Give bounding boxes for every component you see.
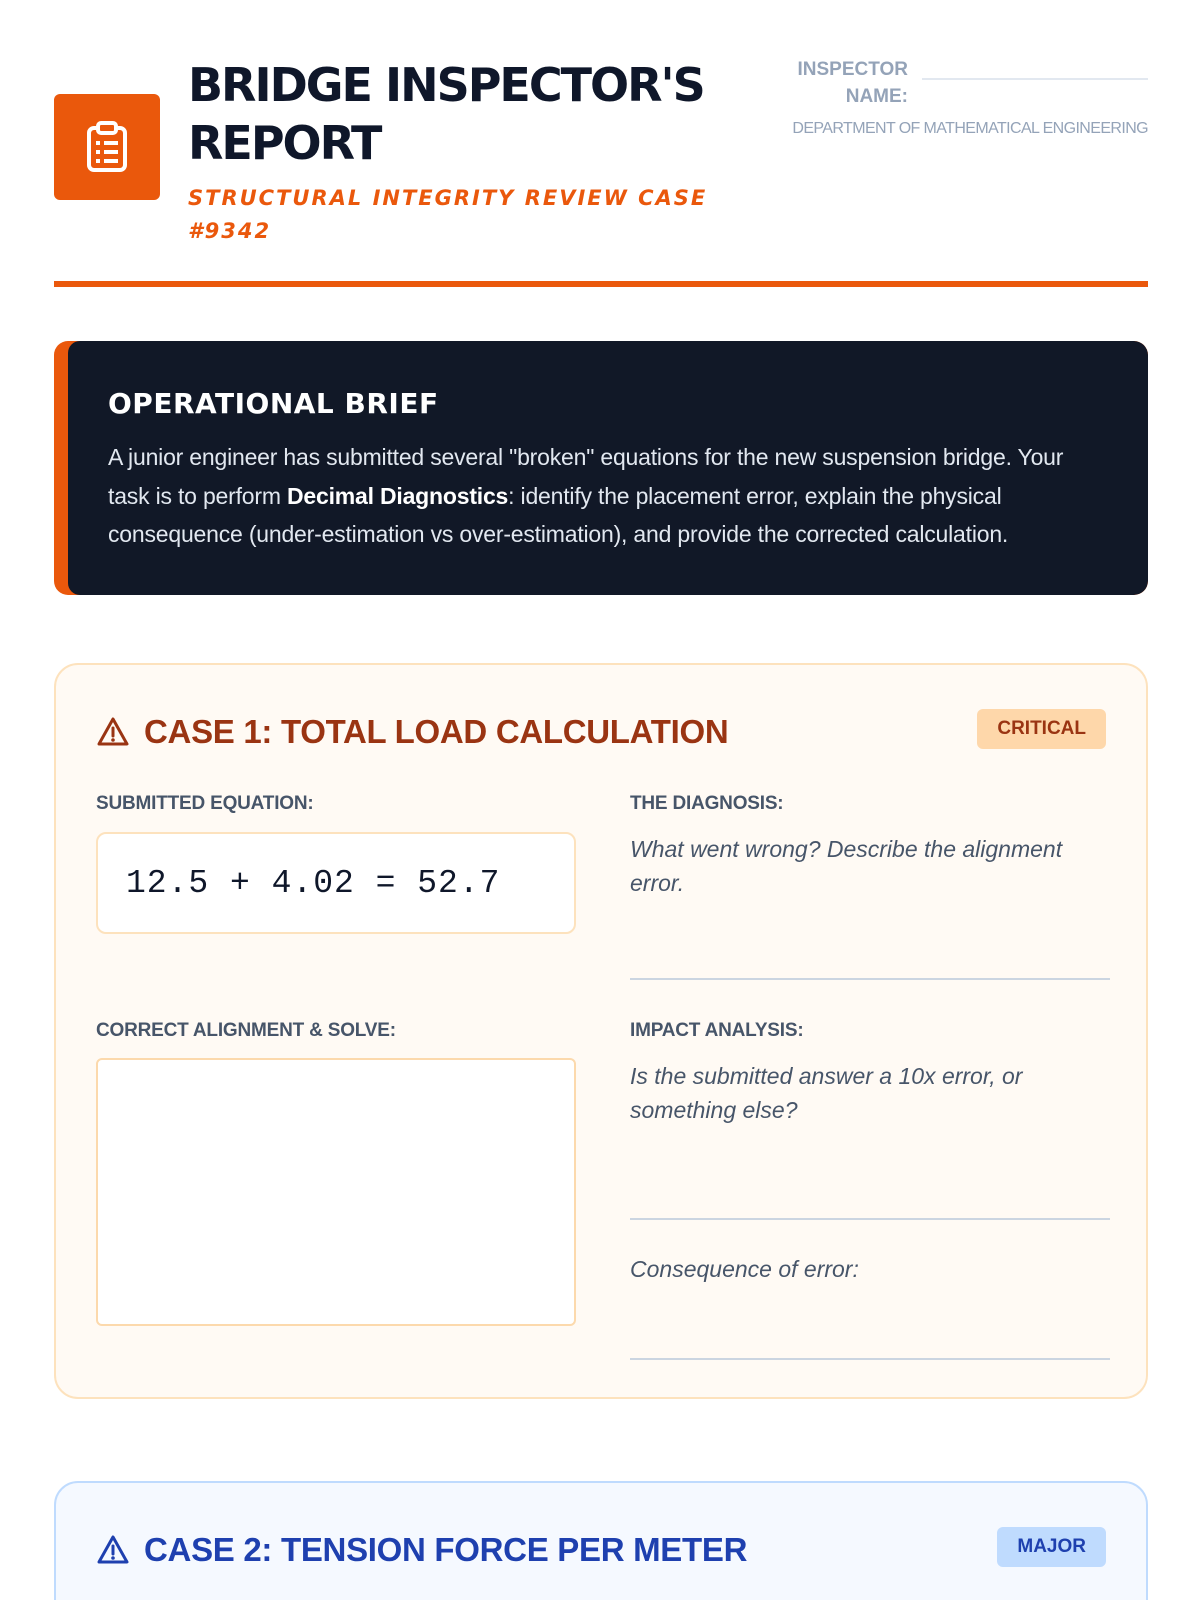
impact-analysis-label: IMPACT ANALYSIS: [630,1020,804,1041]
case-1-header [96,709,1106,755]
diagnosis-answer-line[interactable] [630,978,1110,980]
case-2-card [54,1481,1148,1600]
severity-badge: CRITICAL [977,709,1106,749]
submitted-equation-label: SUBMITTED EQUATION: [96,793,314,814]
submitted-equation: 12.5 + 4.02 = 52.7 [126,864,501,902]
warning-triangle-icon [96,1533,130,1567]
logo-badge [54,94,160,200]
correct-alignment-label: CORRECT ALIGNMENT & SOLVE: [96,1020,396,1041]
inspector-name-field[interactable] [922,78,1148,80]
solve-work-area[interactable] [96,1058,576,1326]
case-2-header [96,1527,1106,1573]
consequence-answer-line[interactable] [630,1358,1110,1360]
case-1-card [54,663,1148,1399]
submitted-equation-box [96,832,576,934]
impact-answer-line[interactable] [630,1218,1110,1220]
header-divider [54,281,1148,287]
clipboard-icon [85,121,129,173]
impact-prompt: Is the submitted answer a 10x error, or something else? [630,1063,1023,1123]
brief-title: OPERATIONAL BRIEF [108,387,439,420]
report-header [54,56,1148,286]
department-label: DEPARTMENT OF MATHEMATICAL ENGINEERING [792,120,1148,137]
title-block [188,56,748,248]
consequence-prompt: Consequence of error: [630,1256,859,1282]
brief-bold-term: Decimal Diagnostics [286,482,509,509]
report-title: BRIDGE INSPECTOR'S REPORT [188,58,704,170]
severity-badge: MAJOR [997,1527,1106,1567]
inspector-block [788,56,1148,138]
case-1-title: CASE 1: TOTAL LOAD CALCULATION [144,713,729,750]
brief-text: A junior engineer has submitted several "broken" equations for the new suspension bridge. Your task is to perform Decimal Diagnostics: identify the placement error, explain the physical consequence (under-estimation vs over-estimation), and provide the corrected calculation. [108,444,1064,547]
diagnosis-label: THE DIAGNOSIS: [630,793,784,814]
warning-triangle-icon [96,715,130,749]
inspector-name-label: INSPECTOR NAME: [797,59,908,107]
case-subtitle: STRUCTURAL INTEGRITY REVIEW CASE #9342 [188,186,708,243]
diagnosis-prompt: What went wrong? Describe the alignment error. [630,836,1063,896]
case-2-title: CASE 2: TENSION FORCE PER METER [144,1531,748,1568]
operational-brief [54,341,1148,595]
